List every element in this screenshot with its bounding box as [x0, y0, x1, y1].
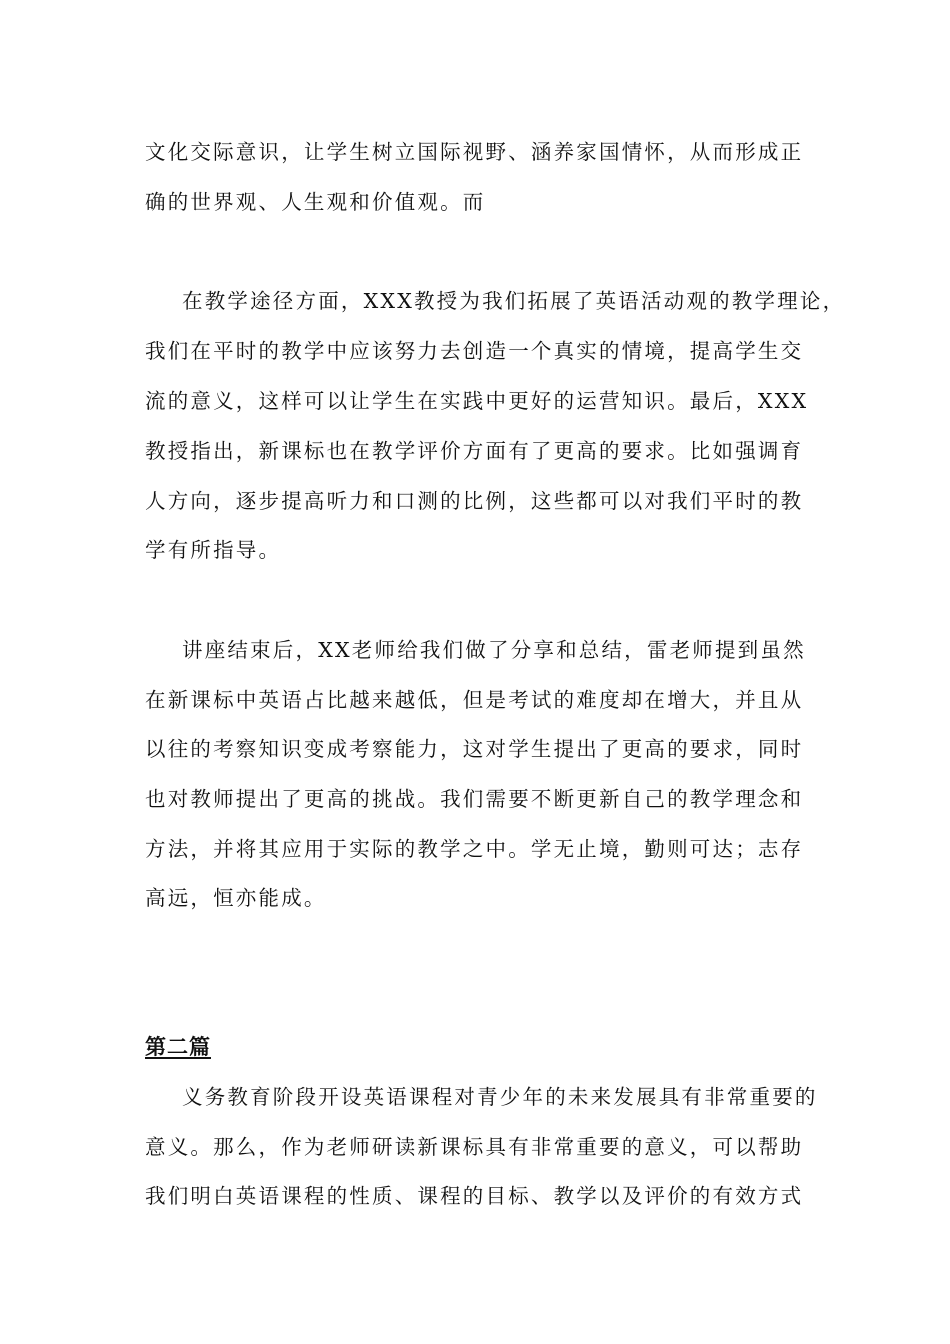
para4-line-1: 义务教育阶段开设英语课程对青少年的未来发展具有非常重要的: [182, 1085, 818, 1109]
para3-line-6: 高远，恒亦能成。: [145, 886, 327, 910]
para2-line-6: 学有所指导。: [145, 538, 282, 562]
para1-line-1: 文化交际意识，让学生树立国际视野、涵养家国情怀，从而形成正: [145, 140, 804, 164]
para2-line-1: 在教学途径方面，XXX教授为我们拓展了英语活动观的教学理论，: [182, 289, 846, 313]
para4-line-3: 我们明白英语课程的性质、课程的目标、教学以及评价的有效方式: [145, 1184, 804, 1208]
para4-line-2: 意义。那么，作为老师研读新课标具有非常重要的意义，可以帮助: [145, 1135, 804, 1159]
section-heading: 第二篇: [145, 1034, 211, 1059]
para1-line-2: 确的世界观、人生观和价值观。而: [145, 190, 486, 214]
para3-line-1: 讲座结束后，XX老师给我们做了分享和总结，雷老师提到虽然: [182, 638, 806, 662]
para3-line-3: 以往的考察知识变成考察能力，这对学生提出了更高的要求，同时: [145, 737, 804, 761]
para3-line-2: 在新课标中英语占比越来越低，但是考试的难度却在增大，并且从: [145, 688, 804, 712]
para3-line-5: 方法，并将其应用于实际的教学之中。学无止境，勤则可达；志存: [145, 837, 804, 861]
para2-line-5: 人方向，逐步提高听力和口测的比例，这些都可以对我们平时的教: [145, 489, 804, 513]
para2-line-3: 流的意义，这样可以让学生在实践中更好的运营知识。最后，XXX: [145, 389, 809, 413]
para3-line-4: 也对教师提出了更高的挑战。我们需要不断更新自己的教学理念和: [145, 787, 804, 811]
para2-line-4: 教授指出，新课标也在教学评价方面有了更高的要求。比如强调育: [145, 439, 804, 463]
para2-line-2: 我们在平时的教学中应该努力去创造一个真实的情境，提高学生交: [145, 339, 804, 363]
